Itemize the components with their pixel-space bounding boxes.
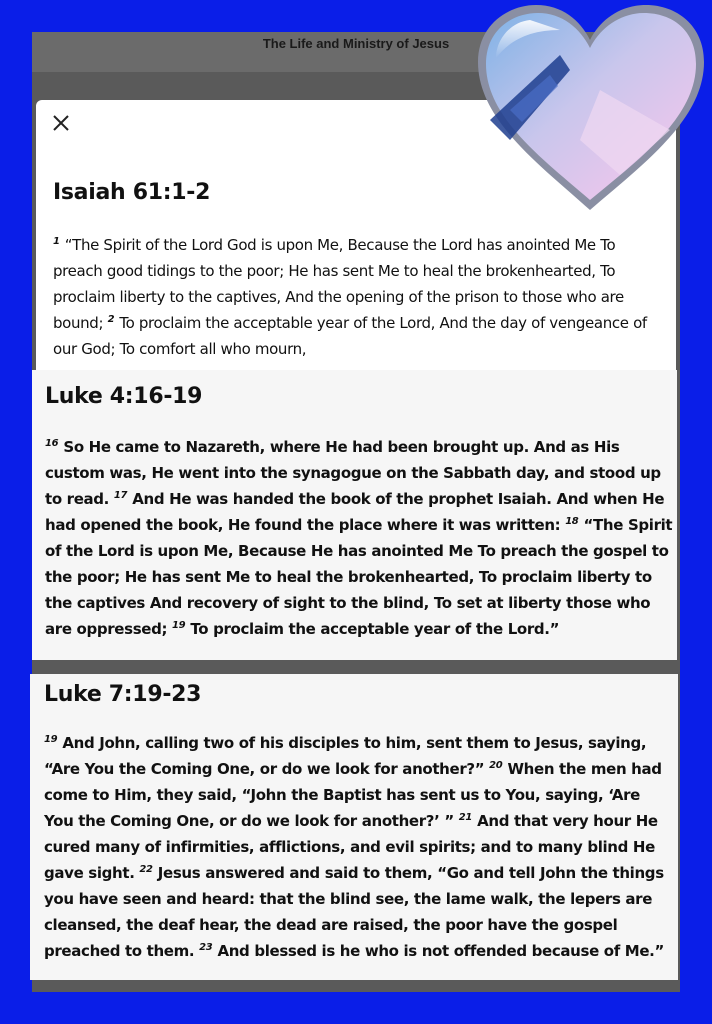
passage-card-luke-7 <box>30 674 678 980</box>
verse-text: So He came to Nazareth, where He had been brought up. And as His custom was, He went into the synagogue on the Sabbath day, and stood up to read. <box>45 438 661 508</box>
verse <box>172 620 559 638</box>
verse-number: 18 <box>565 516 582 527</box>
passage-text <box>45 434 673 642</box>
close-icon <box>50 112 72 134</box>
passage-title: Isaiah 61:1-2 <box>53 180 211 205</box>
passage-title: Luke 7:19-23 <box>44 682 202 707</box>
verse-text: And He was handed the book of the prophet Isaiah. And when He had opened the book, He found the place where it was written: <box>45 490 665 534</box>
verse-number: 20 <box>489 760 506 771</box>
verse-number: 16 <box>45 438 62 449</box>
verse-text: “The Spirit of the Lord is upon Me, Because He has anointed Me To preach the gospel to the poor; He has sent Me to heal the brokenhearted, To proclaim liberty to the captives And recovery of sight to the blind, To set at liberty those who are oppressed; <box>45 516 673 638</box>
verse-number: 2 <box>107 314 118 325</box>
passage-title: Luke 4:16-19 <box>45 384 203 409</box>
verse-text: When the men had come to Him, they said, “John the Baptist has sent us to You, saying, ‘Are You the Coming One, or do we look for another?’ ” <box>44 760 662 830</box>
heart-sticker-icon <box>470 0 710 215</box>
close-button[interactable] <box>50 112 72 134</box>
app-title: The Life and Ministry of Jesus <box>262 36 450 51</box>
verse-number: 19 <box>44 734 61 745</box>
verse-number: 22 <box>139 864 156 875</box>
verse <box>53 314 647 358</box>
verse-text: To proclaim the acceptable year of the Lord, And the day of vengeance of our God; To comfort all who mourn, <box>53 314 647 358</box>
passage-text <box>44 730 672 964</box>
verse-number: 19 <box>172 620 189 631</box>
verse-number: 23 <box>199 942 216 953</box>
verse-text: Jesus answered and said to them, “Go and tell John the things you have seen and heard: that the blind see, the lame walk, the lepers are cleansed, the deaf hear, the dead are raised, the poor have the gospel preached to them. <box>44 864 664 960</box>
passage-text <box>53 232 661 362</box>
verse-number: 21 <box>458 812 476 823</box>
verse-text: To proclaim the acceptable year of the Lord.” <box>190 620 560 638</box>
verse-number: 17 <box>113 490 131 501</box>
verse-text: “The Spirit of the Lord God is upon Me, Because the Lord has anointed Me To preach good tidings to the poor; He has sent Me to heal the brokenhearted, To proclaim liberty to the captives, And the opening of the prison to those who are bound; <box>53 236 624 332</box>
verse <box>199 942 664 960</box>
verse-text: And blessed is he who is not offended because of Me.” <box>217 942 665 960</box>
verse-number: 1 <box>53 236 63 247</box>
verse-text: And John, calling two of his disciples to him, sent them to Jesus, saying, “Are You the Coming One, or do we look for another?” <box>44 734 647 778</box>
verse-text: And that very hour He cured many of infirmities, afflictions, and evil spirits; and to many blind He gave sight. <box>44 812 658 882</box>
passage-card-luke-4 <box>32 370 677 660</box>
